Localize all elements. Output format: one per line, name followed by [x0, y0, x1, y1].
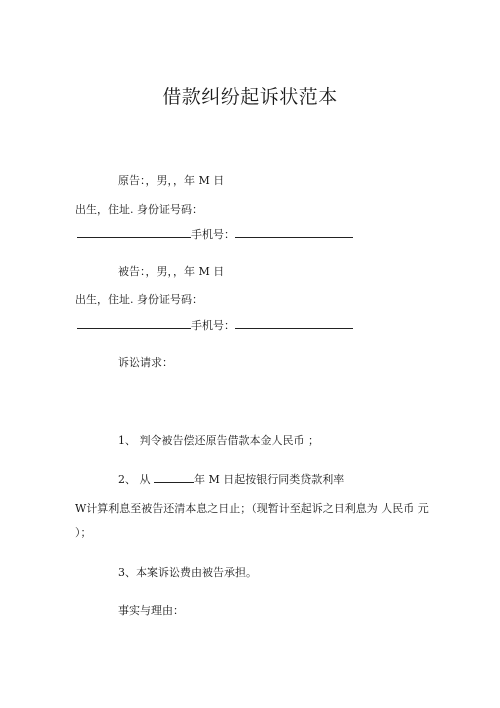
defendant-phone-label: 手机号：: [191, 319, 235, 332]
claim-item-2-suffix: 年 M 日起按银行同类贷款利率: [194, 473, 345, 486]
defendant-address-line: 出生，住址. 身份证号码：: [75, 293, 203, 306]
plaintiff-address-line: 出生，住址. 身份证号码：: [75, 203, 203, 216]
defendant-phone-blank: [235, 317, 353, 329]
claim-item-2-blank: [154, 471, 194, 483]
document-title: 借款纠纷起诉状范本: [162, 86, 338, 108]
plaintiff-blank-field: [77, 226, 191, 238]
claim-item-3: 3、本案诉讼费由被告承担。: [118, 566, 257, 579]
claims-heading: 诉讼请求：: [118, 356, 173, 369]
claim-item-2-prefix: 2、 从: [118, 473, 151, 486]
plaintiff-line: 原告：，男，，年 M 日: [118, 174, 225, 187]
plaintiff-phone-label: 手机号：: [191, 228, 235, 241]
plaintiff-phone-blank: [235, 226, 353, 238]
defendant-blank-field: [77, 317, 191, 329]
facts-heading: 事实与理由：: [118, 604, 184, 617]
claim-item-2: [118, 471, 344, 487]
defendant-phone-row: [77, 317, 353, 333]
claim-item-2-continuation: W计算利息至被告还清本息之日止；（现暂计至起诉之日利息为 人民币 元: [75, 502, 429, 515]
defendant-line: 被告：，男，，年 M 日: [118, 265, 225, 278]
claim-item-1: 1、 判令被告偿还原告借款本金人民币 ；: [118, 434, 319, 447]
claim-item-2-end: ）；: [75, 526, 92, 539]
plaintiff-phone-row: [77, 226, 353, 242]
